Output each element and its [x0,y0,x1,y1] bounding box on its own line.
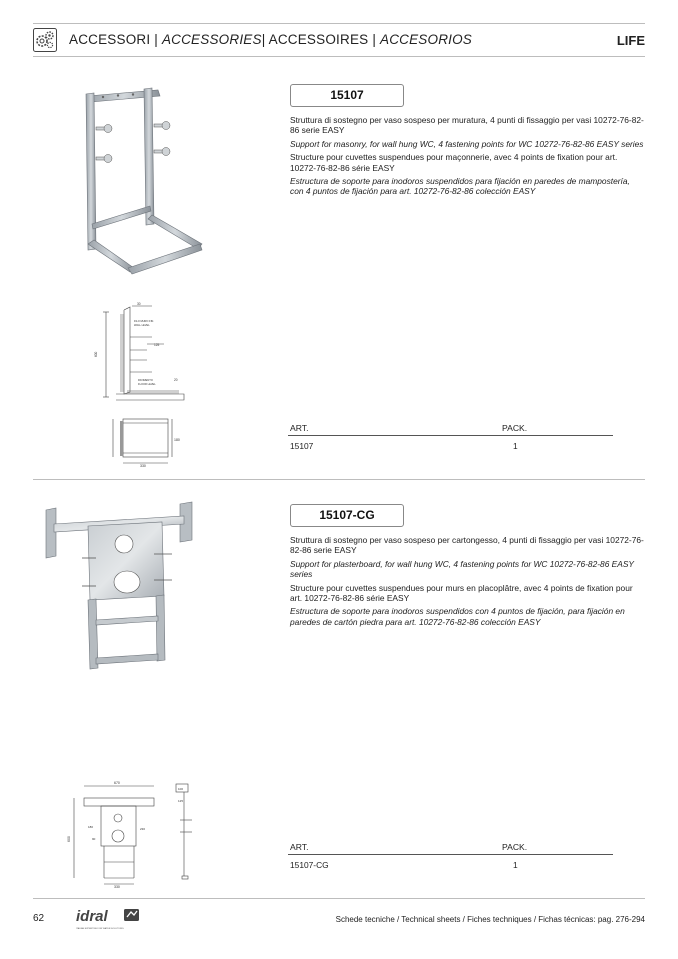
table-header-pack: PACK. [502,423,528,433]
collection-label: LIFE [616,33,645,48]
drawing-dim-base: 330 [114,885,120,889]
description-it: Struttura di sostegno per vaso sospeso per cartongesso, 4 punti di fissaggio per vasi 10272-76-82-86 serie EASY [290,535,644,556]
gears-icon [33,28,57,52]
description-en: Support for masonry, for wall hung WC, 4 fastening points for WC 10272-76-82-86 EASY series [290,138,644,149]
title-fr: ACCESSOIRES [268,32,369,47]
title-en: ACCESSORIES [161,32,262,47]
technical-drawing-side-15107 [92,302,192,407]
table-cell-pack: 1 [513,441,518,451]
brand-logo [76,906,146,932]
table-cell-pack: 1 [513,860,518,870]
table-cell-art: 15107-CG [290,860,329,870]
drawing-dim-mid: 125 [154,343,160,347]
drawing-label-wall2: WALL LEVEL [134,324,150,327]
description-en: Support for plasterboard, for wall hung WC, 4 fastening points for WC 10272-76-82-86 EASY series [290,558,634,580]
drawing-dim-top: 670 [114,781,120,785]
table-cell-art: 15107 [290,441,314,451]
product-photo-15107 [78,84,204,284]
table-header-pack: PACK. [502,842,528,852]
product-description [290,115,645,200]
technical-drawing-top-15107 [108,413,188,468]
table-rule [288,435,613,436]
description-fr: Structure pour cuvettes suspendues pour murs en placoplâtre, avec 4 points de fixation pour art. 10272-76-82-86 série EASY [290,582,633,604]
title-it: ACCESSORI [69,32,151,47]
description-it: Struttura di sostegno per vaso sospeso per muratura, 4 punti di fissaggio per vasi 10272-76-82-86 serie EASY [290,115,644,136]
title-es: ACCESORIOS [379,32,473,47]
drawing-dim-b: 230 [140,827,146,831]
product-photo-15107-CG [44,500,194,672]
table-header-art: ART. [290,842,309,852]
brand-tagline: ITALIAN EXPERTISE FOR WATER SOLUTIONS [76,928,124,930]
drawing-dim-side: 600 [94,351,98,357]
drawing-dim-r2: 125 [178,799,184,803]
drawing-label-floor1: PAVIMENTO [138,379,153,382]
product-code-badge: 15107 [290,84,404,107]
description-es: Estructura de soporte para inodoros suspendidos con 4 puntos de fijación, para fijación en paredes de cartón piedra para art. 10272-76-82-86 colección EASY [290,606,625,627]
page-number: 62 [33,913,45,924]
drawing-dim-width: 330 [140,464,146,468]
title-separator: | [372,32,377,47]
drawing-dim-a: 180 [88,825,94,829]
drawing-label-wall1: FILO MURO FIN. [134,320,155,323]
product-code-badge: 15107-CG [290,504,404,527]
title-separator: | [154,32,158,47]
drawing-dim-height: 180 [174,438,180,442]
drawing-dim-c: 90 [92,837,96,841]
technical-drawing-front-15107-CG [66,780,166,890]
product-description [290,535,645,630]
drawing-dim-r1: 100 [178,787,184,791]
header-bottom-rule [33,56,645,57]
drawing-label-floor2: FLOOR LEVEL [138,383,156,386]
page-title [69,32,472,47]
title-separator: | [261,32,266,47]
footer-rule [33,898,645,899]
technical-drawing-side-15107-CG [170,780,196,880]
brand-wordmark: idral [76,908,108,925]
table-header-art: ART. [290,423,309,433]
drawing-dim-top: 30 [137,302,141,306]
table-rule [288,854,613,855]
technical-sheets-reference: Schede tecniche / Technical sheets / Fiches techniques / Fichas técnicas: pag. 276-294 [335,915,645,924]
header-top-rule [33,23,645,24]
description-fr: Structure pour cuvettes suspendues pour maçonnerie, avec 4 points de fixation pour art. 10272-76-82-86 série EASY [290,152,618,173]
section-divider [33,479,645,480]
description-es: Estructura de soporte para inodoros suspendidos para fijación en paredes de mampostería, con 4 puntos de fijación para art. 10272-76-82-86 colección EASY [290,176,630,197]
drawing-dim-side: 600 [67,836,71,842]
drawing-dim-low: 20 [174,378,178,382]
